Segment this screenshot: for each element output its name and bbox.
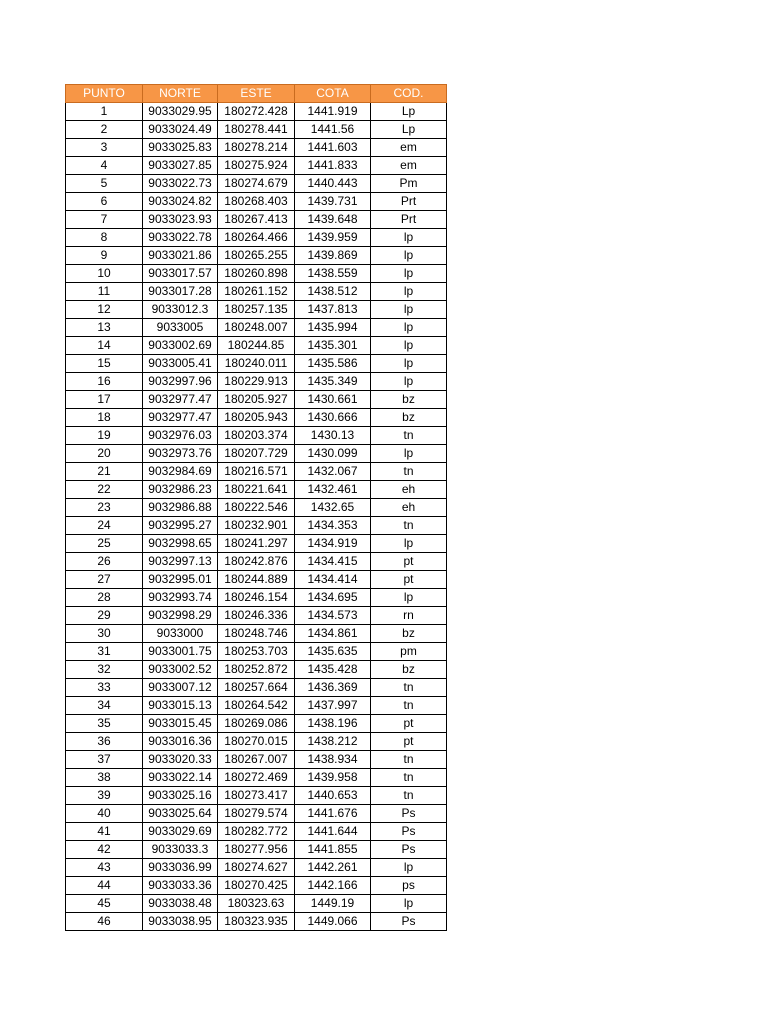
cell-cod: eh (371, 499, 447, 517)
cell-norte: 9033022.78 (143, 229, 218, 247)
cell-punto: 35 (66, 715, 143, 733)
cell-norte: 9032998.65 (143, 535, 218, 553)
cell-norte: 9033038.48 (143, 895, 218, 913)
cell-cota: 1435.428 (295, 661, 371, 679)
cell-norte: 9032995.01 (143, 571, 218, 589)
table-row (66, 229, 447, 247)
cell-cod: bz (371, 409, 447, 427)
cell-este: 180257.664 (218, 679, 295, 697)
cell-este: 180323.63 (218, 895, 295, 913)
table-row (66, 715, 447, 733)
cell-cod: lp (371, 535, 447, 553)
cell-cod: tn (371, 787, 447, 805)
cell-este: 180282.772 (218, 823, 295, 841)
cell-cod: tn (371, 679, 447, 697)
cell-cod: bz (371, 661, 447, 679)
cell-norte: 9033020.33 (143, 751, 218, 769)
cell-este: 180277.956 (218, 841, 295, 859)
cell-cota: 1441.833 (295, 157, 371, 175)
cell-norte: 9033017.57 (143, 265, 218, 283)
cell-punto: 1 (66, 103, 143, 121)
cell-cota: 1434.353 (295, 517, 371, 535)
table-row (66, 859, 447, 877)
cell-norte: 9033024.82 (143, 193, 218, 211)
cell-este: 180270.425 (218, 877, 295, 895)
cell-este: 180260.898 (218, 265, 295, 283)
cell-este: 180222.546 (218, 499, 295, 517)
cell-cod: lp (371, 319, 447, 337)
cell-este: 180253.703 (218, 643, 295, 661)
cell-punto: 12 (66, 301, 143, 319)
cell-norte: 9033024.49 (143, 121, 218, 139)
cell-cod: lp (371, 337, 447, 355)
cell-punto: 27 (66, 571, 143, 589)
cell-este: 180203.374 (218, 427, 295, 445)
cell-norte: 9033027.85 (143, 157, 218, 175)
cell-cod: pm (371, 643, 447, 661)
cell-cod: Prt (371, 211, 447, 229)
table-row (66, 427, 447, 445)
cell-este: 180240.011 (218, 355, 295, 373)
cell-cod: lp (371, 301, 447, 319)
cell-norte: 9032998.29 (143, 607, 218, 625)
table-row (66, 283, 447, 301)
cell-norte: 9033016.36 (143, 733, 218, 751)
cell-cod: lp (371, 895, 447, 913)
cell-este: 180257.135 (218, 301, 295, 319)
cell-punto: 10 (66, 265, 143, 283)
cell-punto: 3 (66, 139, 143, 157)
cell-este: 180244.889 (218, 571, 295, 589)
table-row (66, 697, 447, 715)
cell-cota: 1432.461 (295, 481, 371, 499)
cell-punto: 13 (66, 319, 143, 337)
table-body (66, 103, 447, 931)
cell-cota: 1438.559 (295, 265, 371, 283)
cell-punto: 25 (66, 535, 143, 553)
table-row (66, 733, 447, 751)
cell-punto: 22 (66, 481, 143, 499)
table-row (66, 625, 447, 643)
cell-cota: 1434.861 (295, 625, 371, 643)
table-row (66, 679, 447, 697)
header-row (66, 85, 447, 103)
table-row (66, 823, 447, 841)
cell-este: 180275.924 (218, 157, 295, 175)
cell-cod: lp (371, 355, 447, 373)
cell-cod: bz (371, 625, 447, 643)
cell-cod: lp (371, 265, 447, 283)
cell-este: 180241.297 (218, 535, 295, 553)
cell-norte: 9033015.45 (143, 715, 218, 733)
cell-este: 180242.876 (218, 553, 295, 571)
cell-punto: 42 (66, 841, 143, 859)
cell-punto: 24 (66, 517, 143, 535)
cell-cota: 1435.301 (295, 337, 371, 355)
cell-cota: 1438.212 (295, 733, 371, 751)
table-row (66, 301, 447, 319)
cell-cod: Ps (371, 805, 447, 823)
table-row (66, 103, 447, 121)
cell-este: 180264.542 (218, 697, 295, 715)
cell-cota: 1432.067 (295, 463, 371, 481)
cell-este: 180216.571 (218, 463, 295, 481)
cell-cod: lp (371, 229, 447, 247)
cell-este: 180265.255 (218, 247, 295, 265)
table-row (66, 337, 447, 355)
table-row (66, 121, 447, 139)
cell-cota: 1437.813 (295, 301, 371, 319)
cell-cod: em (371, 139, 447, 157)
table-row (66, 247, 447, 265)
cell-cota: 1435.586 (295, 355, 371, 373)
cell-este: 180273.417 (218, 787, 295, 805)
cell-este: 180246.154 (218, 589, 295, 607)
cell-cota: 1438.196 (295, 715, 371, 733)
cell-norte: 9032977.47 (143, 409, 218, 427)
cell-cota: 1437.997 (295, 697, 371, 715)
cell-cod: pt (371, 733, 447, 751)
cell-punto: 37 (66, 751, 143, 769)
cell-cota: 1441.644 (295, 823, 371, 841)
cell-este: 180272.469 (218, 769, 295, 787)
cell-cota: 1436.369 (295, 679, 371, 697)
cell-este: 180261.152 (218, 283, 295, 301)
cell-cod: bz (371, 391, 447, 409)
table-row (66, 211, 447, 229)
cell-punto: 30 (66, 625, 143, 643)
cell-este: 180278.214 (218, 139, 295, 157)
cell-cod: tn (371, 769, 447, 787)
table-row (66, 535, 447, 553)
cell-norte: 9033007.12 (143, 679, 218, 697)
table-row (66, 355, 447, 373)
cell-cod: pt (371, 715, 447, 733)
table-row (66, 391, 447, 409)
cell-norte: 9033023.93 (143, 211, 218, 229)
cell-cod: eh (371, 481, 447, 499)
cell-norte: 9033005.41 (143, 355, 218, 373)
cell-cota: 1441.603 (295, 139, 371, 157)
cell-cod: tn (371, 427, 447, 445)
cell-este: 180267.413 (218, 211, 295, 229)
cell-norte: 9033012.3 (143, 301, 218, 319)
cell-norte: 9033029.95 (143, 103, 218, 121)
cell-cod: pt (371, 571, 447, 589)
header-punto: PUNTO (66, 85, 143, 103)
cell-punto: 40 (66, 805, 143, 823)
table-row (66, 499, 447, 517)
cell-cota: 1430.666 (295, 409, 371, 427)
cell-punto: 19 (66, 427, 143, 445)
table-row (66, 913, 447, 931)
cell-norte: 9033033.3 (143, 841, 218, 859)
table-row (66, 841, 447, 859)
cell-cota: 1439.958 (295, 769, 371, 787)
table-row (66, 409, 447, 427)
cell-cota: 1441.676 (295, 805, 371, 823)
cell-punto: 16 (66, 373, 143, 391)
cell-cod: lp (371, 859, 447, 877)
table-row (66, 157, 447, 175)
table-row (66, 139, 447, 157)
cell-cod: Ps (371, 841, 447, 859)
cell-cota: 1434.414 (295, 571, 371, 589)
cell-norte: 9033036.99 (143, 859, 218, 877)
cell-cod: Prt (371, 193, 447, 211)
cell-norte: 9033021.86 (143, 247, 218, 265)
cell-cota: 1439.731 (295, 193, 371, 211)
cell-norte: 9032986.23 (143, 481, 218, 499)
cell-cod: Lp (371, 103, 447, 121)
cell-norte: 9032973.76 (143, 445, 218, 463)
cell-punto: 33 (66, 679, 143, 697)
table-row (66, 877, 447, 895)
cell-norte: 9032993.74 (143, 589, 218, 607)
table-row (66, 175, 447, 193)
cell-punto: 41 (66, 823, 143, 841)
cell-norte: 9033025.64 (143, 805, 218, 823)
cell-punto: 28 (66, 589, 143, 607)
table-row (66, 895, 447, 913)
cell-este: 180269.086 (218, 715, 295, 733)
cell-cota: 1440.443 (295, 175, 371, 193)
cell-cota: 1432.65 (295, 499, 371, 517)
cell-cod: ps (371, 877, 447, 895)
cell-norte: 9033001.75 (143, 643, 218, 661)
table-row (66, 751, 447, 769)
cell-punto: 14 (66, 337, 143, 355)
cell-punto: 43 (66, 859, 143, 877)
cell-punto: 8 (66, 229, 143, 247)
cell-punto: 17 (66, 391, 143, 409)
cell-norte: 9032986.88 (143, 499, 218, 517)
table-row (66, 607, 447, 625)
cell-este: 180205.927 (218, 391, 295, 409)
cell-norte: 9032984.69 (143, 463, 218, 481)
table-row (66, 787, 447, 805)
cell-punto: 36 (66, 733, 143, 751)
table-row (66, 769, 447, 787)
cell-cota: 1441.855 (295, 841, 371, 859)
table-row (66, 265, 447, 283)
cell-punto: 15 (66, 355, 143, 373)
cell-punto: 34 (66, 697, 143, 715)
table-row (66, 193, 447, 211)
cell-norte: 9032995.27 (143, 517, 218, 535)
cell-punto: 21 (66, 463, 143, 481)
cell-este: 180274.679 (218, 175, 295, 193)
cell-cota: 1434.415 (295, 553, 371, 571)
cell-cod: tn (371, 751, 447, 769)
cell-norte: 9032976.03 (143, 427, 218, 445)
cell-cota: 1438.512 (295, 283, 371, 301)
table-row (66, 517, 447, 535)
cell-norte: 9033033.36 (143, 877, 218, 895)
cell-punto: 29 (66, 607, 143, 625)
cell-punto: 23 (66, 499, 143, 517)
cell-punto: 38 (66, 769, 143, 787)
cell-este: 180246.336 (218, 607, 295, 625)
cell-punto: 9 (66, 247, 143, 265)
cell-este: 180205.943 (218, 409, 295, 427)
table-row (66, 481, 447, 499)
header-cota: COTA (295, 85, 371, 103)
cell-cod: lp (371, 445, 447, 463)
cell-cota: 1435.994 (295, 319, 371, 337)
cell-cota: 1439.648 (295, 211, 371, 229)
cell-cod: tn (371, 463, 447, 481)
cell-este: 180323.935 (218, 913, 295, 931)
table-row (66, 445, 447, 463)
cell-norte: 9032997.13 (143, 553, 218, 571)
cell-cota: 1449.19 (295, 895, 371, 913)
cell-norte: 9033025.16 (143, 787, 218, 805)
cell-cota: 1435.635 (295, 643, 371, 661)
cell-punto: 18 (66, 409, 143, 427)
table-row (66, 805, 447, 823)
cell-este: 180229.913 (218, 373, 295, 391)
cell-este: 180232.901 (218, 517, 295, 535)
cell-este: 180248.007 (218, 319, 295, 337)
cell-este: 180221.641 (218, 481, 295, 499)
cell-norte: 9033005 (143, 319, 218, 337)
cell-este: 180278.441 (218, 121, 295, 139)
cell-cod: lp (371, 589, 447, 607)
table-row (66, 661, 447, 679)
cell-cota: 1434.919 (295, 535, 371, 553)
cell-norte: 9033002.69 (143, 337, 218, 355)
cell-este: 180279.574 (218, 805, 295, 823)
cell-punto: 39 (66, 787, 143, 805)
cell-este: 180272.428 (218, 103, 295, 121)
cell-cota: 1442.166 (295, 877, 371, 895)
cell-norte: 9033025.83 (143, 139, 218, 157)
cell-norte: 9032977.47 (143, 391, 218, 409)
cell-cota: 1439.959 (295, 229, 371, 247)
cell-cota: 1430.099 (295, 445, 371, 463)
cell-norte: 9032997.96 (143, 373, 218, 391)
cell-este: 180207.729 (218, 445, 295, 463)
cell-este: 180264.466 (218, 229, 295, 247)
cell-punto: 6 (66, 193, 143, 211)
table-row (66, 463, 447, 481)
cell-cota: 1440.653 (295, 787, 371, 805)
cell-cota: 1430.661 (295, 391, 371, 409)
survey-points-table (65, 84, 447, 931)
cell-este: 180274.627 (218, 859, 295, 877)
cell-cota: 1439.869 (295, 247, 371, 265)
cell-cod: lp (371, 247, 447, 265)
cell-cod: lp (371, 373, 447, 391)
cell-punto: 20 (66, 445, 143, 463)
cell-norte: 9033022.73 (143, 175, 218, 193)
cell-punto: 26 (66, 553, 143, 571)
cell-cod: Pm (371, 175, 447, 193)
cell-cod: tn (371, 517, 447, 535)
cell-cod: Ps (371, 823, 447, 841)
cell-cod: rn (371, 607, 447, 625)
cell-cod: pt (371, 553, 447, 571)
cell-cota: 1434.695 (295, 589, 371, 607)
cell-punto: 4 (66, 157, 143, 175)
cell-norte: 9033029.69 (143, 823, 218, 841)
cell-este: 180244.85 (218, 337, 295, 355)
cell-este: 180268.403 (218, 193, 295, 211)
table-row (66, 571, 447, 589)
cell-cod: tn (371, 697, 447, 715)
cell-norte: 9033022.14 (143, 769, 218, 787)
table-row (66, 319, 447, 337)
table-row (66, 589, 447, 607)
cell-cota: 1435.349 (295, 373, 371, 391)
cell-punto: 11 (66, 283, 143, 301)
cell-cod: em (371, 157, 447, 175)
header-este: ESTE (218, 85, 295, 103)
cell-norte: 9033002.52 (143, 661, 218, 679)
table-row (66, 553, 447, 571)
cell-punto: 46 (66, 913, 143, 931)
cell-cota: 1430.13 (295, 427, 371, 445)
cell-cota: 1442.261 (295, 859, 371, 877)
cell-cod: Lp (371, 121, 447, 139)
table-row (66, 373, 447, 391)
cell-este: 180267.007 (218, 751, 295, 769)
cell-cod: lp (371, 283, 447, 301)
header-norte: NORTE (143, 85, 218, 103)
cell-punto: 7 (66, 211, 143, 229)
cell-cota: 1449.066 (295, 913, 371, 931)
cell-cod: Ps (371, 913, 447, 931)
cell-punto: 32 (66, 661, 143, 679)
cell-punto: 45 (66, 895, 143, 913)
cell-norte: 9033038.95 (143, 913, 218, 931)
cell-punto: 2 (66, 121, 143, 139)
table-row (66, 643, 447, 661)
cell-este: 180270.015 (218, 733, 295, 751)
cell-cota: 1441.919 (295, 103, 371, 121)
cell-cota: 1434.573 (295, 607, 371, 625)
cell-este: 180248.746 (218, 625, 295, 643)
cell-norte: 9033017.28 (143, 283, 218, 301)
cell-cota: 1441.56 (295, 121, 371, 139)
cell-punto: 31 (66, 643, 143, 661)
header-cod: COD. (371, 85, 447, 103)
cell-este: 180252.872 (218, 661, 295, 679)
cell-norte: 9033000 (143, 625, 218, 643)
cell-norte: 9033015.13 (143, 697, 218, 715)
cell-cota: 1438.934 (295, 751, 371, 769)
cell-punto: 44 (66, 877, 143, 895)
cell-punto: 5 (66, 175, 143, 193)
